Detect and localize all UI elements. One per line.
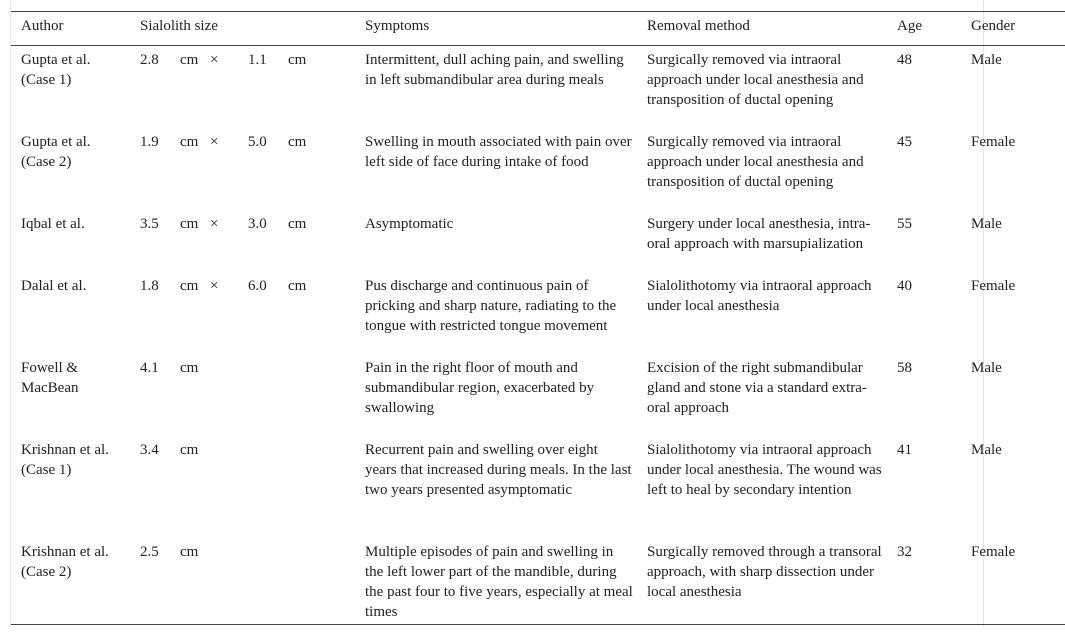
cell-sialolith-size [130, 128, 355, 210]
size-a: 3.5 [140, 215, 159, 232]
cell-removal-method: Surgery under local anesthesia, intra- oral approach with marsupialization [647, 215, 871, 252]
cell-removal-method: Sialolithotomy via intraoral approach under local anesthesia. The wound was left to heal by secondary intention [647, 441, 882, 498]
cell-sialolith-size [130, 272, 355, 354]
unit-a: cm [180, 277, 199, 294]
cell-author: Iqbal et al. [21, 215, 85, 232]
cell-age: 48 [897, 52, 912, 68]
size-b: 5.0 [248, 133, 267, 150]
size-value [140, 214, 351, 234]
cell-symptoms: Multiple episodes of pain and swelling in the left lower part of the mandible, during the past four to five years, especially at meal times [365, 543, 633, 620]
size-b: 3.0 [248, 215, 267, 232]
header-removal-method: Removal method [647, 18, 750, 34]
cell-gender: Male [971, 215, 1002, 232]
table-row [11, 46, 1065, 128]
table-row [11, 436, 1065, 538]
unit-b: cm [288, 215, 307, 232]
sialolith-cases-table [11, 11, 1065, 625]
cell-author: Dalal et al. [21, 277, 87, 294]
cell-age: 41 [897, 441, 912, 458]
unit-a: cm [180, 359, 199, 376]
cell-sialolith-size [130, 538, 355, 625]
header-age: Age [897, 18, 922, 34]
cell-age: 55 [897, 215, 912, 232]
cell-symptoms: Pus discharge and continuous pain of pricking and sharp nature, radiating to the tongue with restricted tongue movement [365, 277, 617, 334]
size-a: 1.8 [140, 277, 159, 294]
times-sign [210, 542, 248, 562]
cell-removal-method: Excision of the right submandibular gland and stone via a standard extra-oral approach [647, 359, 867, 416]
size-b [248, 358, 288, 378]
cell-sialolith-size [130, 436, 355, 538]
cell-symptoms: Recurrent pain and swelling over eight years that increased during meals. In the last two years presented asymptomatic [365, 441, 632, 498]
size-a: 1.9 [140, 133, 159, 150]
header-gender: Gender [971, 18, 1016, 34]
size-value [140, 358, 351, 378]
size-a: 4.1 [140, 359, 159, 376]
size-value [140, 50, 351, 70]
unit-a: cm [180, 133, 199, 150]
cell-gender: Male [971, 441, 1002, 458]
size-a: 3.4 [140, 441, 159, 458]
cell-author: Gupta et al. (Case 2) [21, 133, 91, 170]
unit-a: cm [180, 215, 199, 232]
size-a: 2.8 [140, 52, 159, 68]
header-sialolith-size: Sialolith size [140, 18, 218, 34]
times-sign [210, 440, 248, 460]
table-row [11, 128, 1065, 210]
cell-gender: Male [971, 52, 1002, 68]
cell-author: Krishnan et al. (Case 2) [21, 543, 109, 580]
times-sign: × [210, 215, 219, 232]
unit-b: cm [288, 277, 307, 294]
header-author: Author [21, 18, 64, 34]
cell-sialolith-size [130, 46, 355, 128]
unit-a: cm [180, 52, 199, 68]
size-b [248, 440, 288, 460]
header-symptoms: Symptoms [365, 18, 430, 34]
cell-removal-method: Surgically removed via intraoral approach under local anesthesia and transposition of ductal opening [647, 52, 864, 108]
cell-gender: Female [971, 543, 1016, 560]
cell-sialolith-size [130, 354, 355, 436]
cell-symptoms: Asymptomatic [365, 215, 454, 232]
size-b [248, 542, 288, 562]
header-row [11, 12, 1065, 46]
table-row [11, 354, 1065, 436]
cell-author: Krishnan et al. (Case 1) [21, 441, 109, 478]
times-sign: × [210, 133, 219, 150]
cell-removal-method: Sialolithotomy via intraoral approach under local anesthesia [647, 277, 872, 314]
cell-gender: Male [971, 359, 1002, 376]
size-value [140, 542, 351, 562]
times-sign [210, 358, 248, 378]
size-a: 2.5 [140, 543, 159, 560]
cell-author: Fowell & MacBean [21, 359, 79, 396]
cell-author: Gupta et al. (Case 1) [21, 52, 91, 88]
size-value [140, 132, 351, 152]
unit-a: cm [180, 543, 199, 560]
cell-removal-method: Surgically removed via intraoral approach under local anesthesia and transposition of ductal opening [647, 133, 864, 190]
table-row [11, 538, 1065, 625]
size-value [140, 276, 351, 296]
cell-age: 58 [897, 359, 912, 376]
table-row [11, 272, 1065, 354]
size-value [140, 440, 351, 460]
cell-symptoms: Intermittent, dull aching pain, and swelling in left submandibular area during meals [365, 52, 624, 88]
cell-gender: Female [971, 133, 1016, 150]
unit-a: cm [180, 441, 199, 458]
cell-age: 32 [897, 543, 912, 560]
table-row [11, 210, 1065, 272]
unit-b: cm [288, 52, 307, 68]
cell-age: 40 [897, 277, 912, 294]
cell-sialolith-size [130, 210, 355, 272]
cell-symptoms: Pain in the right floor of mouth and submandibular region, exacerbated by swallowing [365, 359, 595, 416]
times-sign: × [210, 277, 219, 294]
size-b: 6.0 [248, 277, 267, 294]
cell-age: 45 [897, 133, 912, 150]
cell-symptoms: Swelling in mouth associated with pain over left side of face during intake of food [365, 133, 632, 170]
unit-b: cm [288, 133, 307, 150]
cell-removal-method: Surgically removed through a transoral approach, with sharp dissection under local anesthesia [647, 543, 882, 600]
times-sign: × [210, 52, 219, 68]
size-b: 1.1 [248, 52, 267, 68]
cell-gender: Female [971, 277, 1016, 294]
